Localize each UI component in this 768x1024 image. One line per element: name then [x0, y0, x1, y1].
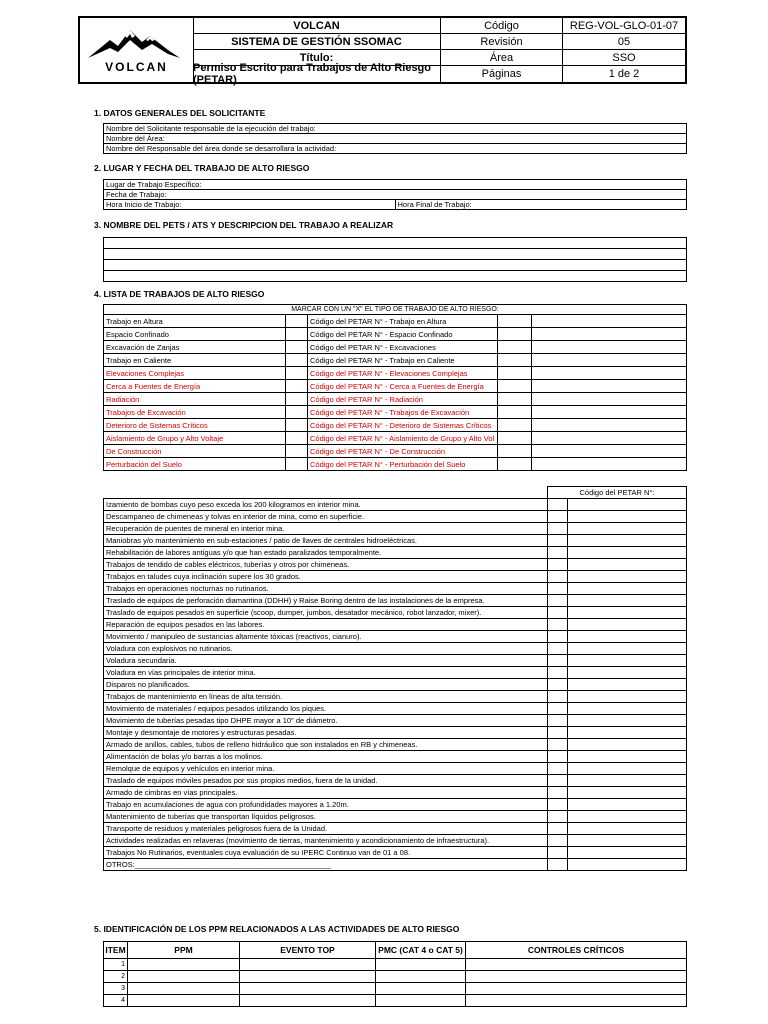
activity-code-cell[interactable]: [568, 607, 687, 619]
activity-code-cell[interactable]: [568, 835, 687, 847]
risk-type-code: Código del PETAR N° - Trabajo en Altura: [308, 315, 498, 328]
ppm-row: [104, 971, 687, 983]
activity-description: Trabajo en acumulaciones de agua con profundidades mayores a 1.20m.: [104, 799, 548, 811]
activity-mark-cell[interactable]: [548, 643, 568, 655]
ppm-column-header: ITEM: [104, 942, 128, 959]
pmc-cell[interactable]: [376, 971, 466, 983]
end-time-field[interactable]: Hora Final de Trabajo:: [395, 200, 687, 210]
event-top-cell[interactable]: [240, 995, 376, 1007]
risk-type-name: De Construcción: [104, 445, 286, 458]
ppm-cell[interactable]: [128, 959, 240, 971]
activity-row: [104, 559, 687, 571]
activity-row: [104, 763, 687, 775]
risk-type-mark-cell[interactable]: [286, 380, 308, 393]
risk-type-extra-cell[interactable]: [532, 406, 687, 419]
activity-mark-cell[interactable]: [548, 571, 568, 583]
pmc-cell[interactable]: [376, 959, 466, 971]
activity-row: [104, 643, 687, 655]
activity-description: Trabajos No Rutinarios, eventuales cuya evaluación de su IPERC Continuo van de 01 a 08.: [104, 847, 548, 859]
revision-value: 05: [563, 34, 685, 50]
activity-row: [104, 523, 687, 535]
high-risk-types-table: [103, 304, 687, 471]
activity-row: [104, 511, 687, 523]
activity-code-cell[interactable]: [568, 679, 687, 691]
risk-type-code: Código del PETAR N° - Excavaciones: [308, 341, 498, 354]
risk-type-code-cell[interactable]: [498, 419, 532, 432]
activity-row: [104, 847, 687, 859]
mark-header: MARCAR CON UN "X" EL TIPO DE TRABAJO DE ALTO RIESGO:: [104, 305, 687, 315]
risk-type-code-cell[interactable]: [498, 406, 532, 419]
activity-row: [104, 751, 687, 763]
activity-mark-cell[interactable]: [548, 679, 568, 691]
risk-type-name: Elevaciones Complejas: [104, 367, 286, 380]
risk-type-code: Código del PETAR N° - Elevaciones Complejas: [308, 367, 498, 380]
activity-row: [104, 583, 687, 595]
risk-type-code: Código del PETAR N° - Radiación: [308, 393, 498, 406]
risk-type-extra-cell[interactable]: [532, 315, 687, 328]
pmc-cell[interactable]: [376, 995, 466, 1007]
activity-code-cell[interactable]: [568, 583, 687, 595]
activity-description: Movimiento de materiales / equipos pesados utilizando los piques.: [104, 703, 548, 715]
activity-code-cell[interactable]: [568, 523, 687, 535]
activity-code-cell[interactable]: [568, 547, 687, 559]
activity-description: Actividades realizadas en relaveras (movimiento de tierras, mantenimiento y acondicionamiento de infraestructura).: [104, 835, 548, 847]
activity-description: Mantenimiento de tuberías que transportan líquidos peligrosos.: [104, 811, 548, 823]
risk-type-name: Trabajos de Excavación: [104, 406, 286, 419]
applicant-table: [103, 123, 687, 154]
risk-type-row: [104, 328, 687, 341]
activity-code-cell[interactable]: [568, 703, 687, 715]
activity-mark-cell[interactable]: [548, 595, 568, 607]
activity-mark-cell[interactable]: [548, 511, 568, 523]
system-name: SISTEMA DE GESTIÓN SSOMAC: [193, 34, 441, 50]
risk-type-name: Deterioro de Sistemas Críticos: [104, 419, 286, 432]
activity-code-cell[interactable]: [568, 763, 687, 775]
activity-mark-cell[interactable]: [548, 499, 568, 511]
risk-type-name: Excavación de Zanjas: [104, 341, 286, 354]
volcan-logo: [80, 18, 194, 82]
activity-mark-cell[interactable]: [548, 631, 568, 643]
pages-value: 1 de 2: [608, 68, 640, 80]
section4-title: 4. LISTA DE TRABAJOS DE ALTO RIESGO: [94, 289, 265, 299]
activity-row: [104, 571, 687, 583]
activity-code-cell[interactable]: [568, 511, 687, 523]
ppm-item-number: 3: [104, 983, 128, 995]
risk-type-mark-cell[interactable]: [286, 458, 308, 471]
activity-code-cell[interactable]: [568, 667, 687, 679]
activity-description: Traslado de equipos de perforación diamantina (DDHH) y Raise Boring dentro de las instalaciones de la empresa.: [104, 595, 548, 607]
activity-mark-cell[interactable]: [548, 835, 568, 847]
code-value: REG-VOL-GLO-01-07: [563, 18, 685, 34]
activity-row: [104, 535, 687, 547]
ppm-column-header: PPM: [128, 942, 240, 959]
activity-description: OTROS:_______________________________________________: [104, 859, 548, 871]
activity-mark-cell[interactable]: [548, 775, 568, 787]
risk-type-code: Código del PETAR N° - Espacio Confinado: [308, 328, 498, 341]
risk-type-name: Perturbación del Suelo: [104, 458, 286, 471]
ppm-row: [104, 959, 687, 971]
activity-row: [104, 823, 687, 835]
activity-mark-cell[interactable]: [548, 751, 568, 763]
risk-type-row: [104, 458, 687, 471]
description-line[interactable]: [104, 260, 687, 271]
ppm-item-number: 4: [104, 995, 128, 1007]
risk-type-code-cell[interactable]: [498, 341, 532, 354]
activity-mark-cell[interactable]: [548, 811, 568, 823]
activity-row: [104, 595, 687, 607]
place-date-table: [103, 179, 687, 210]
activity-code-cell[interactable]: [568, 787, 687, 799]
risk-type-mark-cell[interactable]: [286, 328, 308, 341]
activity-description: Trabajos en operaciones nocturnas no rutinarios.: [104, 583, 548, 595]
activity-row: [104, 607, 687, 619]
critical-controls-cell[interactable]: [466, 971, 687, 983]
critical-controls-cell[interactable]: [466, 995, 687, 1007]
risk-type-mark-cell[interactable]: [286, 445, 308, 458]
activity-row: [104, 499, 687, 511]
critical-controls-cell[interactable]: [466, 959, 687, 971]
section2-title: 2. LUGAR Y FECHA DEL TRABAJO DE ALTO RIESGO: [94, 163, 310, 173]
activity-row: [104, 739, 687, 751]
activity-row: [104, 631, 687, 643]
risk-type-mark-cell[interactable]: [286, 419, 308, 432]
activity-description: Remolque de equipos y vehículos en interior mina.: [104, 763, 548, 775]
risk-type-code-cell[interactable]: [498, 432, 532, 445]
activity-code-cell[interactable]: [568, 655, 687, 667]
activity-description: Trabajos en taludes cuya inclinación supere los 30 grados.: [104, 571, 548, 583]
risk-type-extra-cell[interactable]: [532, 432, 687, 445]
activity-code-cell[interactable]: [568, 847, 687, 859]
activity-row: [104, 547, 687, 559]
event-top-cell[interactable]: [240, 983, 376, 995]
activity-mark-cell[interactable]: [548, 655, 568, 667]
ppm-row: [104, 983, 687, 995]
risk-type-mark-cell[interactable]: [286, 393, 308, 406]
activity-description: Voladura secundaria.: [104, 655, 548, 667]
activity-mark-cell[interactable]: [548, 859, 568, 871]
title-label: Título:: [193, 50, 441, 66]
activity-code-cell[interactable]: [568, 691, 687, 703]
risk-type-mark-cell[interactable]: [286, 367, 308, 380]
risk-type-code: Código del PETAR N° - Deterioro de Sistemas Críticos: [308, 419, 498, 432]
code-label: Código: [441, 18, 563, 34]
event-top-cell[interactable]: [240, 959, 376, 971]
work-date-field[interactable]: Fecha de Trabajo:: [104, 190, 687, 200]
risk-type-mark-cell[interactable]: [286, 341, 308, 354]
high-risk-activities-table: [103, 486, 687, 871]
activity-code-cell[interactable]: [568, 799, 687, 811]
activity-row: [104, 703, 687, 715]
activity-row: [104, 811, 687, 823]
activity-description: Traslado de equipos pesados en superficie (scoop, dumper, jumbos, desatador mecánico, robot lanzador, mixer).: [104, 607, 548, 619]
risk-type-code-cell[interactable]: [498, 458, 532, 471]
activity-code-cell[interactable]: [568, 559, 687, 571]
activity-description: Alimentación de bolas y/o barras a los molinos.: [104, 751, 548, 763]
activity-mark-cell[interactable]: [548, 715, 568, 727]
risk-type-row: [104, 393, 687, 406]
area-responsible-field[interactable]: Nombre del Responsable del área donde se desarrollara la actividad:: [104, 144, 687, 154]
risk-type-row: [104, 315, 687, 328]
risk-type-extra-cell[interactable]: [532, 380, 687, 393]
risk-type-extra-cell[interactable]: [532, 328, 687, 341]
document-header: [78, 16, 687, 84]
ppm-item-number: 1: [104, 959, 128, 971]
logo-text: VOLCAN: [105, 60, 168, 74]
activity-description: Disparos no planificados.: [104, 679, 548, 691]
activity-description: Rehabilitación de labores antiguas y/o que han estado paralizados temporalmente.: [104, 547, 548, 559]
risk-type-code-cell[interactable]: [498, 367, 532, 380]
activity-mark-cell[interactable]: [548, 607, 568, 619]
activity-row: [104, 859, 687, 871]
ppm-table: [103, 941, 687, 1007]
ppm-column-header: PMC (CAT 4 o CAT 5): [376, 942, 466, 959]
area-label: Área: [441, 50, 563, 66]
activity-description: Montaje y desmontaje de motores y estructuras pesadas.: [104, 727, 548, 739]
activity-mark-cell[interactable]: [548, 799, 568, 811]
risk-type-mark-cell[interactable]: [286, 354, 308, 367]
activity-description: Reparación de equipos pesados en las labores.: [104, 619, 548, 631]
pets-description-table: [103, 237, 687, 282]
risk-type-row: [104, 354, 687, 367]
risk-type-code-cell[interactable]: [498, 354, 532, 367]
activity-mark-cell[interactable]: [548, 583, 568, 595]
ppm-item-number: 2: [104, 971, 128, 983]
risk-type-code: Código del PETAR N° - Trabajos de Excavación: [308, 406, 498, 419]
activity-mark-cell[interactable]: [548, 727, 568, 739]
activity-code-cell[interactable]: [568, 739, 687, 751]
ppm-column-header: CONTROLES CRÍTICOS: [466, 942, 687, 959]
activity-row: [104, 619, 687, 631]
risk-type-row: [104, 445, 687, 458]
risk-type-name: Espacio Confinado: [104, 328, 286, 341]
activity-code-cell[interactable]: [568, 751, 687, 763]
work-place-field[interactable]: Lugar de Trabajo Específico:: [104, 180, 687, 190]
activity-code-cell[interactable]: [568, 499, 687, 511]
risk-type-extra-cell[interactable]: [532, 367, 687, 380]
risk-type-row: [104, 419, 687, 432]
activity-code-cell[interactable]: [568, 619, 687, 631]
risk-type-code-cell[interactable]: [498, 445, 532, 458]
activity-code-cell[interactable]: [568, 535, 687, 547]
activity-code-cell[interactable]: [568, 823, 687, 835]
activity-row: [104, 667, 687, 679]
activity-code-cell[interactable]: [568, 859, 687, 871]
activity-mark-cell[interactable]: [548, 547, 568, 559]
risk-type-name: Cerca a Fuentes de Energía: [104, 380, 286, 393]
activity-code-cell[interactable]: [568, 811, 687, 823]
area-value: SSO: [563, 50, 685, 66]
ppm-cell[interactable]: [128, 995, 240, 1007]
activity-description: Voladura con explosivos no rutinarios.: [104, 643, 548, 655]
activity-row: [104, 655, 687, 667]
company-name: VOLCAN: [193, 18, 441, 34]
activity-description: Movimiento / manipuleo de sustancias altamente tóxicas (reactivos, cianuro).: [104, 631, 548, 643]
ppm-column-header: EVENTO TOP: [240, 942, 376, 959]
activity-mark-cell[interactable]: [548, 559, 568, 571]
risk-type-name: Trabajo en Altura: [104, 315, 286, 328]
risk-type-mark-cell[interactable]: [286, 432, 308, 445]
activity-mark-cell[interactable]: [548, 523, 568, 535]
activity-row: [104, 715, 687, 727]
activity-row: [104, 775, 687, 787]
risk-type-code: Código del PETAR N° - Trabajo en Caliente: [308, 354, 498, 367]
pages-label: Páginas: [441, 66, 563, 82]
ppm-row: [104, 995, 687, 1007]
ppm-cell[interactable]: [128, 983, 240, 995]
risk-type-extra-cell[interactable]: [532, 458, 687, 471]
activity-mark-cell[interactable]: [548, 763, 568, 775]
section1-title: 1. DATOS GENERALES DEL SOLICITANTE: [94, 108, 266, 118]
activity-code-cell[interactable]: [568, 727, 687, 739]
risk-type-code: Código del PETAR N° - Cerca a Fuentes de Energía: [308, 380, 498, 393]
activity-mark-cell[interactable]: [548, 535, 568, 547]
activity-code-cell[interactable]: [568, 715, 687, 727]
ppm-cell[interactable]: [128, 971, 240, 983]
event-top-cell[interactable]: [240, 971, 376, 983]
activity-description: Transporte de residuos y materiales peligrosos fuera de la Unidad.: [104, 823, 548, 835]
activity-row: [104, 799, 687, 811]
risk-type-row: [104, 341, 687, 354]
activity-mark-cell[interactable]: [548, 703, 568, 715]
risk-type-code: Código del PETAR N° - De Construcción: [308, 445, 498, 458]
risk-type-extra-cell[interactable]: [532, 445, 687, 458]
risk-type-row: [104, 380, 687, 393]
risk-type-name: Radiación: [104, 393, 286, 406]
risk-type-code: Código del PETAR N° - Aislamiento de Grupo y Alto Vol: [308, 432, 498, 445]
description-line[interactable]: [104, 249, 687, 260]
activity-mark-cell[interactable]: [548, 619, 568, 631]
risk-type-code-cell[interactable]: [498, 393, 532, 406]
activity-description: Traslado de equipos móviles pesados por sus propios medios, fuera de la unidad.: [104, 775, 548, 787]
revision-label: Revisión: [441, 34, 563, 50]
pmc-cell[interactable]: [376, 983, 466, 995]
risk-type-row: [104, 367, 687, 380]
activity-description: Izamiento de bombas cuyo peso exceda los 200 kilogramos en interior mina.: [104, 499, 548, 511]
activity-code-cell[interactable]: [568, 571, 687, 583]
document-title: Permiso Escrito para Trabajos de Alto Riesgo (PETAR): [193, 66, 441, 82]
activity-mark-cell[interactable]: [548, 823, 568, 835]
activity-code-cell[interactable]: [568, 643, 687, 655]
area-name-field[interactable]: Nombre del Área:: [104, 134, 687, 144]
activity-mark-cell[interactable]: [548, 787, 568, 799]
activity-code-cell[interactable]: [568, 775, 687, 787]
activity-description: Trabajos de mantenimiento en líneas de alta tensión.: [104, 691, 548, 703]
risk-type-extra-cell[interactable]: [532, 393, 687, 406]
description-line[interactable]: [104, 238, 687, 249]
activity-description: Voladura en vías principales de interior mina.: [104, 667, 548, 679]
activity-description: Recuperación de puentes de mineral en interior mina.: [104, 523, 548, 535]
activity-description: Trabajos de tendido de cables eléctricos, tuberías y otros por chimeneas.: [104, 559, 548, 571]
risk-type-code: Código del PETAR N° - Perturbación del Suelo: [308, 458, 498, 471]
applicant-name-field[interactable]: Nombre del Solicitante responsable de la ejecución del trabajo:: [104, 124, 687, 134]
risk-type-row: [104, 432, 687, 445]
activity-description: Descampaneo de chimeneas y tolvas en interior de mina, como en superficie.: [104, 511, 548, 523]
activity-row: [104, 835, 687, 847]
activity-row: [104, 679, 687, 691]
risk-type-extra-cell[interactable]: [532, 419, 687, 432]
activity-row: [104, 787, 687, 799]
activity-row: [104, 727, 687, 739]
risk-type-code-cell[interactable]: [498, 380, 532, 393]
activity-row: [104, 691, 687, 703]
activity-mark-cell[interactable]: [548, 847, 568, 859]
activity-description: Maniobras y/o mantenimiento en sub-estaciones / patio de llaves de centrales hidroeléctricas.: [104, 535, 548, 547]
activity-mark-cell[interactable]: [548, 739, 568, 751]
activity-description: Armado de cimbras en vías principales.: [104, 787, 548, 799]
risk-type-mark-cell[interactable]: [286, 315, 308, 328]
risk-type-extra-cell[interactable]: [532, 354, 687, 367]
critical-controls-cell[interactable]: [466, 983, 687, 995]
description-line[interactable]: [104, 271, 687, 282]
activity-mark-cell[interactable]: [548, 691, 568, 703]
risk-type-code-cell[interactable]: [498, 328, 532, 341]
risk-type-name: Trabajo en Caliente: [104, 354, 286, 367]
risk-type-mark-cell[interactable]: [286, 406, 308, 419]
risk-type-code-cell[interactable]: [498, 315, 532, 328]
activity-mark-cell[interactable]: [548, 667, 568, 679]
activity-description: Movimiento de tuberías pesadas tipo DHPE mayor a 10" de diámetro.: [104, 715, 548, 727]
risk-type-row: [104, 406, 687, 419]
section5-title: 5. IDENTIFICACIÓN DE LOS PPM RELACIONADOS A LAS ACTIVIDADES DE ALTO RIESGO: [94, 924, 460, 934]
start-time-field[interactable]: Hora Inicio de Trabajo:: [104, 200, 396, 210]
petar-code-label: Código del PETAR N°:: [548, 487, 687, 499]
activity-code-cell[interactable]: [568, 631, 687, 643]
section3-title: 3. NOMBRE DEL PETS / ATS Y DESCRIPCION DEL TRABAJO A REALIZAR: [94, 220, 394, 230]
risk-type-name: Aislamiento de Grupo y Alto Voltaje: [104, 432, 286, 445]
activity-description: Armado de anillos, cables, tubos de relleno hidráulico que son instalados en RB y chimeneas.: [104, 739, 548, 751]
activity-code-cell[interactable]: [568, 595, 687, 607]
risk-type-extra-cell[interactable]: [532, 341, 687, 354]
